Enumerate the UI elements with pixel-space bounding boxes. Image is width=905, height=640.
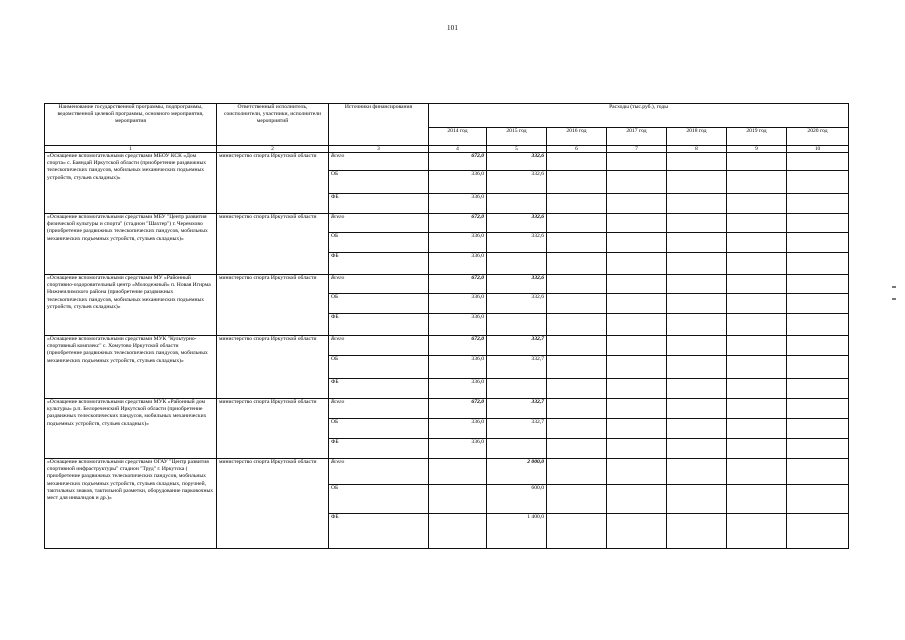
funding-source: Всего (329, 399, 429, 419)
responsible-executor: министерство спорта Иркутской области (217, 275, 329, 336)
funding-source: ФБ (329, 379, 429, 399)
measure-name: «Оснащение вспомогательными средствами МУ «Районный спортивно-оздоровительный центр «Молодежный» п. Новая Игирма Нижнеилимского района (приобретение раздвижных телескопических пандусов, мобильных механических подъемных устройств, стульев складных)» (45, 275, 217, 336)
value-2015 (487, 379, 547, 399)
value-2019 (727, 399, 787, 419)
value-2019 (727, 379, 787, 399)
value-2015: 332,6 (487, 153, 547, 171)
value-2015 (487, 439, 547, 459)
funding-source: ОБ (329, 419, 429, 439)
header-year-2015: 2015 год (487, 128, 547, 146)
value-2020 (787, 439, 849, 459)
responsible-executor: министерство спорта Иркутской области (217, 459, 329, 549)
value-2014: 336,0 (429, 194, 487, 214)
value-2019 (727, 253, 787, 275)
value-2018 (667, 314, 727, 336)
value-2016 (547, 171, 607, 194)
value-2014: 336,0 (429, 314, 487, 336)
page-number: 101 (446, 24, 459, 32)
value-2016 (547, 379, 607, 399)
header-expenses: Расходы (тыс.руб.), годы (429, 104, 849, 128)
table-row (45, 275, 849, 294)
table-row (45, 459, 849, 485)
value-2014: 672,0 (429, 399, 487, 419)
value-2014 (429, 514, 487, 549)
value-2018 (667, 514, 727, 549)
value-2014: 672,0 (429, 336, 487, 356)
value-2014: 336,0 (429, 294, 487, 314)
header-year-2017: 2017 год (607, 128, 667, 146)
scan-mark (892, 286, 896, 288)
value-2019 (727, 314, 787, 336)
value-2020 (787, 419, 849, 439)
value-2020 (787, 485, 849, 514)
value-2016 (547, 214, 607, 233)
value-2018 (667, 419, 727, 439)
header-year-2016: 2016 год (547, 128, 607, 146)
column-number-cell: 5 (487, 146, 547, 153)
value-2017 (607, 214, 667, 233)
value-2019 (727, 171, 787, 194)
value-2017 (607, 419, 667, 439)
value-2017 (607, 439, 667, 459)
value-2015: 332,7 (487, 356, 547, 379)
value-2014: 672,0 (429, 153, 487, 171)
value-2015 (487, 194, 547, 214)
value-2014: 336,0 (429, 171, 487, 194)
value-2020 (787, 314, 849, 336)
value-2016 (547, 233, 607, 253)
value-2015: 600,0 (487, 485, 547, 514)
value-2015: 1 400,0 (487, 514, 547, 549)
value-2018 (667, 214, 727, 233)
value-2016 (547, 514, 607, 549)
value-2014: 336,0 (429, 439, 487, 459)
value-2018 (667, 439, 727, 459)
responsible-executor: министерство спорта Иркутской области (217, 336, 329, 399)
value-2020 (787, 399, 849, 419)
funding-source: Всего (329, 214, 429, 233)
value-2017 (607, 399, 667, 419)
value-2019 (727, 294, 787, 314)
value-2019 (727, 214, 787, 233)
value-2018 (667, 253, 727, 275)
value-2016 (547, 153, 607, 171)
value-2017 (607, 294, 667, 314)
value-2020 (787, 336, 849, 356)
value-2018 (667, 275, 727, 294)
column-number-cell: 8 (667, 146, 727, 153)
value-2017 (607, 379, 667, 399)
measure-name: «Оснащение вспомогательными средствами МБУ "Центр развития физической культуры и спорта" (стадион "Шахтер") г. Черемхово (приобретение раздвижных телескопических пандусов, мобильных механических подъемных устройств, стульев складных)» (45, 214, 217, 275)
value-2016 (547, 439, 607, 459)
value-2017 (607, 514, 667, 549)
value-2019 (727, 459, 787, 485)
value-2015: 332,7 (487, 419, 547, 439)
value-2016 (547, 314, 607, 336)
value-2014: 336,0 (429, 419, 487, 439)
value-2020 (787, 459, 849, 485)
responsible-executor: министерство спорта Иркутской области (217, 153, 329, 214)
value-2017 (607, 356, 667, 379)
header-year-2018: 2018 год (667, 128, 727, 146)
value-2017 (607, 459, 667, 485)
value-2015: 332,6 (487, 233, 547, 253)
value-2015 (487, 253, 547, 275)
column-number-cell: 7 (607, 146, 667, 153)
value-2016 (547, 459, 607, 485)
funding-source: ОБ (329, 233, 429, 253)
value-2016 (547, 485, 607, 514)
value-2019 (727, 336, 787, 356)
value-2015: 332,6 (487, 171, 547, 194)
funding-source: Всего (329, 275, 429, 294)
value-2019 (727, 153, 787, 171)
column-number-cell: 1 (45, 146, 217, 153)
value-2016 (547, 275, 607, 294)
measure-name: «Оснащение вспомогательными средствами МУК "Культурно-спортивный комплекс" с. Хомутово Иркутской области (приобретение раздвижных телескопических пандусов, мобильных механических подъемных устройств, стульев складных)» (45, 336, 217, 399)
value-2020 (787, 379, 849, 399)
value-2017 (607, 194, 667, 214)
funding-source: ФБ (329, 314, 429, 336)
measure-name: «Оснащение вспомогательными средствами ОГАУ "Центр развития спортивной инфраструктуры" стадион "Труд" г. Иркутска ( приобретение раздвижных телескопических пандусов, мобильных механических подъемных устройств, стульев складных, поручней, тактильных знаков, тактильной разметки, оборудование парковочных мест для инвалидов и др.)» (45, 459, 217, 549)
responsible-executor: министерство спорта Иркутской области (217, 214, 329, 275)
value-2020 (787, 514, 849, 549)
value-2017 (607, 171, 667, 194)
value-2017 (607, 336, 667, 356)
value-2019 (727, 514, 787, 549)
measure-name: «Оснащение вспомогательными средствами МУК «Районный дом культуры» р.п. Белореченский Иркутской области (приобретение раздвижных телескопических пандусов, мобильных механических подъемных устройств, стульев складных)» (45, 399, 217, 459)
header-responsible-column: Ответственный исполнитель, соисполнители, участники, исполнители мероприятий (217, 104, 329, 146)
value-2020 (787, 294, 849, 314)
value-2020 (787, 275, 849, 294)
funding-source: ФБ (329, 194, 429, 214)
value-2019 (727, 485, 787, 514)
value-2015: 332,6 (487, 214, 547, 233)
value-2016 (547, 294, 607, 314)
column-number-cell: 4 (429, 146, 487, 153)
value-2014: 336,0 (429, 379, 487, 399)
value-2018 (667, 153, 727, 171)
value-2017 (607, 485, 667, 514)
table-body (45, 153, 849, 549)
value-2018 (667, 233, 727, 253)
value-2018 (667, 356, 727, 379)
value-2017 (607, 253, 667, 275)
value-2014 (429, 459, 487, 485)
value-2019 (727, 419, 787, 439)
value-2017 (607, 314, 667, 336)
expenses-table (44, 103, 849, 549)
value-2018 (667, 485, 727, 514)
value-2015: 2 000,0 (487, 459, 547, 485)
value-2015 (487, 314, 547, 336)
column-number-cell: 3 (329, 146, 429, 153)
measure-name: «Оснащение вспомогательными средствами МБОУ КСК «Дом спорта» с. Баяндай Иркутской области (приобретение раздвижных телескопических пандусов, мобильных механических подъемных устройств, стульев складных)» (45, 153, 217, 214)
column-number-cell: 10 (787, 146, 849, 153)
value-2014: 336,0 (429, 356, 487, 379)
value-2018 (667, 399, 727, 419)
value-2017 (607, 153, 667, 171)
funding-source: ФБ (329, 253, 429, 275)
scan-mark (892, 298, 896, 300)
value-2019 (727, 439, 787, 459)
header-name-column: Наименование государственной программы, подпрограммы, ведомственной целевой программы, основного мероприятия, мероприятия (45, 104, 217, 146)
column-number-cell: 9 (727, 146, 787, 153)
column-number-cell: 2 (217, 146, 329, 153)
funding-source: ОБ (329, 171, 429, 194)
value-2015: 332,6 (487, 294, 547, 314)
value-2014 (429, 485, 487, 514)
value-2020 (787, 171, 849, 194)
funding-source: ОБ (329, 485, 429, 514)
value-2014: 336,0 (429, 253, 487, 275)
table-row (45, 336, 849, 356)
column-number-row (45, 146, 849, 153)
value-2017 (607, 275, 667, 294)
table-row (45, 214, 849, 233)
value-2016 (547, 194, 607, 214)
value-2020 (787, 194, 849, 214)
table-row (45, 153, 849, 171)
value-2018 (667, 459, 727, 485)
funding-source: Всего (329, 459, 429, 485)
value-2015: 332,6 (487, 275, 547, 294)
value-2019 (727, 194, 787, 214)
header-year-2014: 2014 год (429, 128, 487, 146)
funding-source: ОБ (329, 294, 429, 314)
funding-source: ОБ (329, 356, 429, 379)
responsible-executor: министерство спорта Иркутской области (217, 399, 329, 459)
value-2020 (787, 253, 849, 275)
funding-source: Всего (329, 336, 429, 356)
value-2014: 336,0 (429, 233, 487, 253)
value-2017 (607, 233, 667, 253)
value-2016 (547, 253, 607, 275)
value-2015: 332,7 (487, 336, 547, 356)
value-2018 (667, 379, 727, 399)
value-2014: 672,0 (429, 275, 487, 294)
value-2020 (787, 214, 849, 233)
header-year-2019: 2019 год (727, 128, 787, 146)
value-2020 (787, 153, 849, 171)
funding-source: ФБ (329, 514, 429, 549)
value-2016 (547, 336, 607, 356)
value-2015: 332,7 (487, 399, 547, 419)
funding-source: Всего (329, 153, 429, 171)
value-2019 (727, 275, 787, 294)
column-number-cell: 6 (547, 146, 607, 153)
funding-source: ФБ (329, 439, 429, 459)
header-year-2020: 2020 год (787, 128, 849, 146)
value-2020 (787, 233, 849, 253)
value-2018 (667, 294, 727, 314)
value-2018 (667, 171, 727, 194)
value-2014: 672,0 (429, 214, 487, 233)
value-2020 (787, 356, 849, 379)
value-2016 (547, 419, 607, 439)
value-2019 (727, 233, 787, 253)
table-row (45, 399, 849, 419)
value-2018 (667, 194, 727, 214)
value-2018 (667, 336, 727, 356)
value-2016 (547, 356, 607, 379)
header-source-column: Источники финансирования (329, 104, 429, 146)
value-2019 (727, 356, 787, 379)
value-2016 (547, 399, 607, 419)
